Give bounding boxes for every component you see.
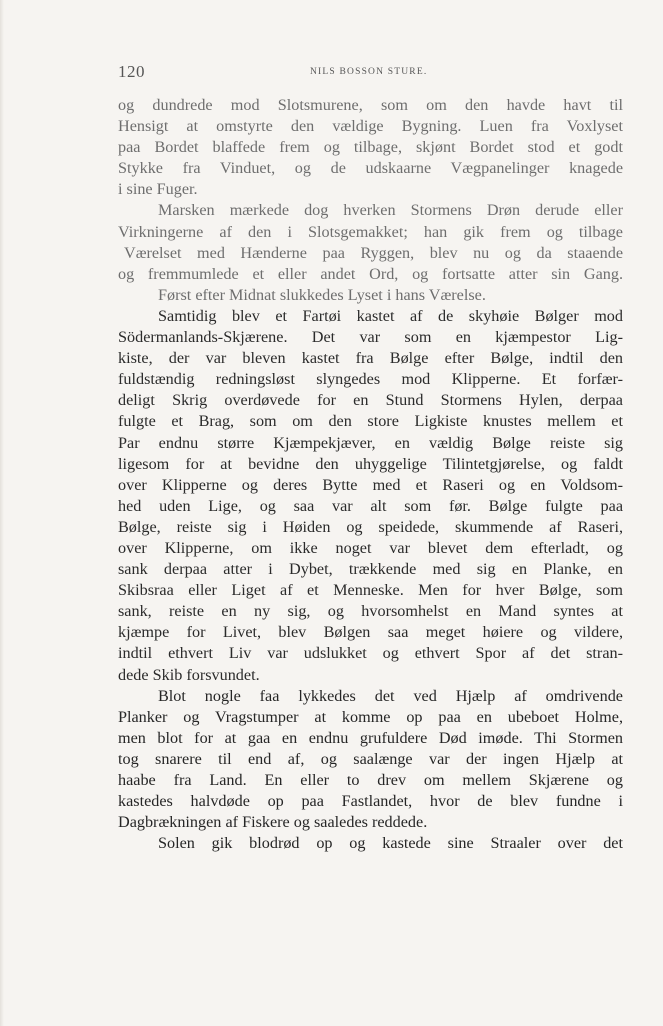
text-line: sank, reiste en ny sig, og hvorsomhelst en Mand syntes at [118, 602, 623, 621]
text-line: kiste, der var bleven kastet fra Bølge efter Bølge, indtil den [118, 349, 623, 368]
text-line: Virkningerne af den i Slotsgemakket; han gik frem og tilbage [118, 222, 623, 241]
text-line: og fremmumlede et eller andet Ord, og fortsatte atter sin Gang. [118, 264, 623, 283]
text-line: paa Bordet blaffede frem og tilbage, skjønt Bordet stod et godt [118, 138, 623, 157]
text-line: kastedes halvdøde op paa Fastlandet, hvor de blev fundne i [118, 792, 623, 811]
text-line: deligt Skrig overdøvede for en Stund Stormens Hylen, derpaa [118, 391, 623, 410]
text-line: Blot nogle faa lykkedes det ved Hjælp af omdrivende [158, 686, 623, 705]
text-line: fuldstændig redningsløst slyngedes mod Klipperne. Et forfær- [118, 370, 623, 389]
text-line: Bølge, reiste sig i Høiden og speidede, skummende af Raseri, [118, 517, 623, 536]
text-line: haabe fra Land. En eller to drev om mellem Skjærene og [118, 771, 623, 789]
text-line: Solen gik blodrød op og kastede sine Straaler over det [158, 834, 623, 853]
text-line: Skibsraa eller Liget af et Menneske. Men for hver Bølge, som [118, 581, 623, 600]
text-line: over Klipperne, om ikke noget var blevet dem efterladt, og [118, 538, 623, 557]
running-head: NILS BOSSON STURE. [310, 67, 428, 77]
text-line: Samtidig blev et Fartøi kastet af de skyhøie Bølger mod [158, 306, 623, 325]
text-line: kjæmpe for Livet, blev Bølgen saa meget høiere og vildere, [118, 623, 623, 642]
text-line: Planker og Vragstumper at komme op paa en ubeboet Holme, [118, 707, 623, 726]
text-line: men blot for at gaa en endnu grufuldere Død imøde. Thi Stormen [118, 728, 623, 747]
text-line: fulgte et Brag, som om den store Ligkiste knustes mellem et [118, 412, 623, 431]
page-number: 120 [118, 62, 145, 81]
text-line: hed uden Lige, og saa var alt som før. Bølge fulgte paa [118, 496, 623, 515]
text-line: Værelset med Hænderne paa Ryggen, blev nu og da staaende [124, 243, 623, 262]
text-line: ligesom for at bevidne den uhyggelige Tilintetgjørelse, og faldt [118, 454, 623, 473]
page-header [118, 62, 623, 84]
text-line: tog snarere til end af, og saalænge var der ingen Hjælp at [118, 749, 623, 768]
text-line: Dagbrækningen af Fiskere og saaledes reddede. [118, 813, 428, 832]
text-line: Par endnu større Kjæmpekjæver, en vældig Bølge reiste sig [118, 433, 623, 452]
text-line: Marsken mærkede dog hverken Stormens Drøn derude eller [158, 201, 623, 220]
text-line: sank derpaa atter i Dybet, trækkende med sig en Planke, en [118, 560, 623, 579]
body-text [118, 95, 623, 854]
text-line: over Klipperne og deres Bytte med et Raseri og en Voldsom- [118, 475, 623, 494]
text-line: i sine Fuger. [118, 180, 198, 199]
text-line: Södermanlands-Skjærene. Det var som en kjæmpestor Lig- [118, 328, 623, 347]
text-line: indtil ethvert Liv var udslukket og ethvert Spor af det stran- [118, 644, 623, 663]
page-edge-shadow [0, 0, 4, 1026]
text-line: Hensigt at omstyrte den vældige Bygning. Luen fra Voxlyset [118, 117, 623, 136]
text-line: og dundrede mod Slotsmurene, som om den havde havt til [118, 96, 623, 114]
text-line: Stykke fra Vinduet, og de udskaarne Vægpanelinger knagede [118, 159, 623, 178]
text-line: Først efter Midnat slukkedes Lyset i hans Værelse. [158, 285, 486, 304]
text-line: dede Skib forsvundet. [118, 665, 260, 684]
